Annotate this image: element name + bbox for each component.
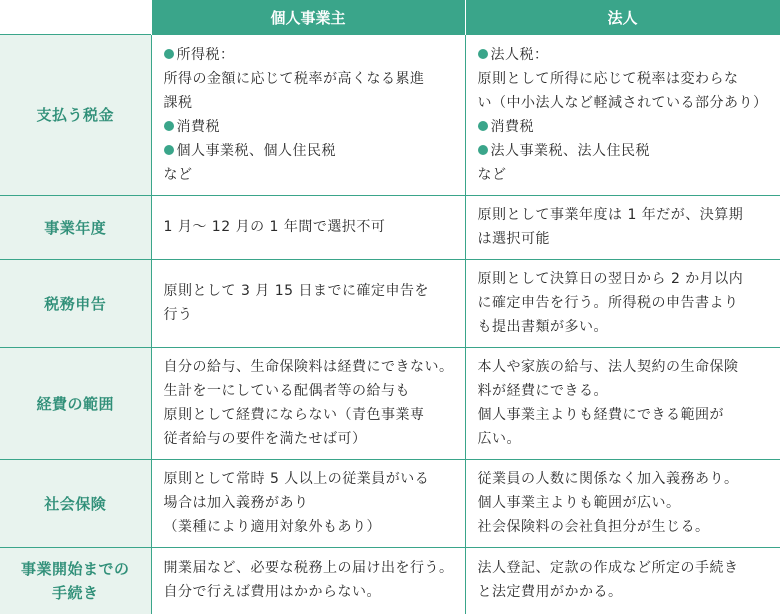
- cell-text: 個人事業税、個人住民税: [176, 142, 336, 159]
- cell-text: 原則として 3 月 15 日までに確定申告を: [163, 283, 430, 299]
- cell-text: 従業員の人数に関係なく加入義務あり。: [477, 471, 739, 487]
- cell-text: 従者給与の要件を満たせば可）: [163, 431, 367, 447]
- cell-corporation: [465, 35, 780, 196]
- row-label-text: 税務申告: [44, 294, 107, 313]
- table-row: [0, 348, 780, 460]
- cell-text: 消費税: [490, 118, 534, 135]
- table-row: [0, 548, 780, 614]
- cell-text: 開業届など、必要な税務上の届け出を行う。: [163, 560, 454, 577]
- row-label-text: 事業開始までの: [20, 559, 130, 578]
- cell-text: 法人登記、定款の作成など所定の手続き: [477, 560, 739, 577]
- cell-text: 原則として経費にならない（青色事業専: [163, 407, 425, 423]
- cell-line: [478, 139, 771, 163]
- cell-text: など: [163, 166, 193, 183]
- cell-text: い（中小法人など軽減されている部分あり）: [477, 94, 768, 111]
- row-label-text: 経費の範囲: [36, 394, 114, 413]
- row-label-text: 支払う税金: [36, 106, 114, 124]
- cell-text: 原則として決算日の翌日から 2 か月以内: [477, 271, 744, 287]
- cell-line: [478, 427, 771, 451]
- cell-line: [164, 139, 455, 163]
- bullet-dot-icon: [164, 49, 174, 59]
- cell-text: 場合は加入義務があり: [163, 495, 309, 511]
- cell-text: 行う: [163, 307, 193, 323]
- cell-text: に確定申告を行う。所得税の申告書より: [477, 295, 739, 311]
- cell-line: [478, 267, 771, 291]
- row-label-text: 社会保険: [44, 494, 107, 513]
- bullet-dot-icon: [478, 121, 488, 131]
- cell-text: 原則として事業年度は 1 年だが、決算期: [477, 207, 744, 223]
- cell-text: 原則として常時 5 人以上の従業員がいる: [163, 471, 430, 487]
- cell-line: [478, 403, 771, 427]
- cell-text: 原則として所得に応じて税率は変わらな: [477, 70, 739, 87]
- cell-sole-proprietor: [151, 548, 465, 614]
- cell-line: [478, 379, 771, 403]
- table-row: [0, 460, 780, 548]
- cell-corporation: [465, 548, 780, 614]
- cell-line: [164, 215, 455, 239]
- cell-line: [164, 556, 455, 580]
- row-label: [0, 35, 151, 196]
- cell-line: [164, 355, 455, 379]
- cell-line: [164, 303, 455, 327]
- cell-line: [164, 67, 455, 91]
- cell-line: [164, 427, 455, 451]
- cell-text: 個人事業主よりも範囲が広い。: [477, 495, 681, 511]
- header-corner: [0, 0, 151, 35]
- table-row: [0, 196, 780, 260]
- header-corporation: 法人: [465, 0, 780, 35]
- cell-line: [164, 115, 455, 139]
- cell-line: [478, 315, 771, 339]
- cell-text: 課税: [163, 94, 193, 111]
- cell-text: （業種により適用対象外もあり）: [163, 519, 381, 535]
- cell-sole-proprietor: [151, 260, 465, 348]
- cell-line: [164, 379, 455, 403]
- cell-text: 自分の給与、生命保険料は経費にできない。: [163, 359, 454, 375]
- cell-text: 1 月～ 12 月の 1 年間で選択不可: [163, 219, 386, 235]
- cell-sole-proprietor: [151, 35, 465, 196]
- cell-text: 生計を一にしている配偶者等の給与も: [163, 383, 410, 399]
- cell-text: は選択可能: [477, 231, 550, 247]
- cell-line: [164, 163, 455, 187]
- cell-line: [478, 355, 771, 379]
- bullet-dot-icon: [164, 121, 174, 131]
- cell-sole-proprietor: [151, 460, 465, 548]
- cell-text: 個人事業主よりも経費にできる範囲が: [477, 407, 724, 423]
- cell-line: [164, 91, 455, 115]
- cell-text: 料が経費にできる。: [477, 383, 608, 399]
- cell-corporation: [465, 460, 780, 548]
- row-label: [0, 548, 151, 614]
- table-row: [0, 260, 780, 348]
- cell-line: [478, 43, 771, 67]
- cell-line: [478, 203, 771, 227]
- cell-sole-proprietor: [151, 348, 465, 460]
- cell-text: 消費税: [176, 118, 220, 135]
- cell-line: [164, 580, 455, 604]
- row-label-text: 手続き: [51, 583, 99, 602]
- row-label: [0, 348, 151, 460]
- cell-text: 法人税：: [490, 46, 549, 63]
- row-label: [0, 260, 151, 348]
- cell-text: 法人事業税、法人住民税: [490, 142, 650, 159]
- cell-text: 自分で行えば費用はかからない。: [163, 584, 381, 601]
- cell-text: 広い。: [477, 431, 521, 447]
- cell-corporation: [465, 260, 780, 348]
- cell-line: [478, 556, 771, 580]
- cell-line: [478, 515, 771, 539]
- cell-corporation: [465, 348, 780, 460]
- cell-line: [478, 467, 771, 491]
- cell-line: [164, 43, 455, 67]
- cell-line: [164, 279, 455, 303]
- cell-line: [164, 515, 455, 539]
- table-row: [0, 35, 780, 196]
- cell-text: も提出書類が多い。: [477, 319, 608, 335]
- cell-line: [164, 491, 455, 515]
- cell-text: 所得税：: [176, 46, 235, 63]
- row-label: [0, 196, 151, 260]
- cell-line: [164, 403, 455, 427]
- bullet-dot-icon: [164, 145, 174, 155]
- header-row: [0, 0, 780, 35]
- cell-text: と法定費用がかかる。: [477, 584, 623, 601]
- cell-corporation: [465, 196, 780, 260]
- header-sole-proprietor: 個人事業主: [151, 0, 465, 35]
- cell-line: [478, 91, 771, 115]
- cell-line: [478, 67, 771, 91]
- cell-text: 所得の金額に応じて税率が高くなる累進: [163, 70, 425, 87]
- bullet-dot-icon: [478, 49, 488, 59]
- cell-line: [478, 580, 771, 604]
- cell-text: など: [477, 166, 507, 183]
- cell-line: [164, 467, 455, 491]
- cell-line: [478, 291, 771, 315]
- row-label: [0, 460, 151, 548]
- bullet-dot-icon: [478, 145, 488, 155]
- cell-sole-proprietor: [151, 196, 465, 260]
- cell-line: [478, 227, 771, 251]
- cell-line: [478, 491, 771, 515]
- cell-text: 社会保険料の会社負担分が生じる。: [477, 519, 710, 535]
- row-label-text: 事業年度: [44, 218, 107, 237]
- cell-line: [478, 163, 771, 187]
- cell-text: 本人や家族の給与、法人契約の生命保険: [477, 359, 739, 375]
- cell-line: [478, 115, 771, 139]
